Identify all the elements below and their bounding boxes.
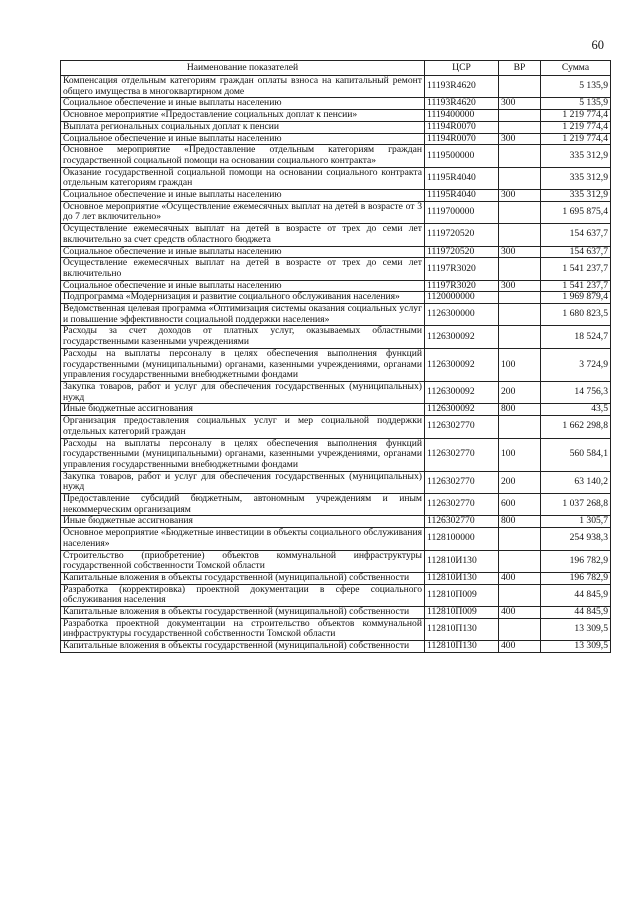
table-row: [61, 416, 611, 438]
table-header-row: [61, 61, 611, 76]
cell-sum: 5 135,9: [541, 76, 611, 98]
cell-name: Подпрограмма «Модернизация и развитие социального обслуживания населения»: [61, 292, 425, 304]
cell-csr: 1119400000: [425, 110, 499, 122]
table-row: [61, 550, 611, 572]
table-row: [61, 292, 611, 304]
cell-vr: [499, 292, 541, 304]
cell-csr: 1126300092: [425, 348, 499, 381]
header-vr: ВР: [499, 61, 541, 76]
cell-vr: [499, 110, 541, 122]
cell-csr: 11193R4620: [425, 76, 499, 98]
cell-vr: [499, 258, 541, 280]
cell-name: Выплата региональных социальных доплат к пенсии: [61, 121, 425, 133]
cell-name: Капитальные вложения в объекты государственной (муниципальной) собственности: [61, 641, 425, 653]
cell-csr: 1126300092: [425, 326, 499, 348]
cell-name: Социальное обеспечение и иные выплаты населению: [61, 246, 425, 258]
cell-csr: 1119720520: [425, 224, 499, 246]
table-row: [61, 201, 611, 223]
cell-csr: 1126300092: [425, 381, 499, 403]
table-row: [61, 471, 611, 493]
cell-vr: 300: [499, 98, 541, 110]
cell-name: Оказание государственной социальной помощи на основании социального контракта отдельным категориям граждан: [61, 167, 425, 189]
cell-csr: 112810П009: [425, 584, 499, 606]
cell-csr: 11193R4620: [425, 98, 499, 110]
table-row: [61, 98, 611, 110]
cell-csr: 112810П130: [425, 618, 499, 640]
cell-name: Ведомственная целевая программа «Оптимизация системы оказания социальных услуг и повышение эффективности социальной поддержки населения»: [61, 304, 425, 326]
cell-vr: [499, 201, 541, 223]
table-row: [61, 304, 611, 326]
cell-vr: 300: [499, 133, 541, 145]
cell-csr: 1126302770: [425, 471, 499, 493]
cell-vr: [499, 167, 541, 189]
table-row: [61, 641, 611, 653]
cell-sum: 13 309,5: [541, 641, 611, 653]
table-row: [61, 618, 611, 640]
table-row: [61, 528, 611, 550]
cell-sum: 1 541 237,7: [541, 258, 611, 280]
cell-sum: 1 662 298,8: [541, 416, 611, 438]
table-row: [61, 584, 611, 606]
cell-name: Осуществление ежемесячных выплат на детей в возрасте от трех до семи лет включительно за счет средств областного бюджета: [61, 224, 425, 246]
cell-csr: 112810П009: [425, 607, 499, 619]
table-row: [61, 258, 611, 280]
cell-csr: 11194R0070: [425, 121, 499, 133]
cell-csr: 11195R4040: [425, 190, 499, 202]
cell-sum: 335 312,9: [541, 145, 611, 167]
cell-csr: 11197R3020: [425, 258, 499, 280]
cell-vr: [499, 326, 541, 348]
table-row: [61, 121, 611, 133]
cell-name: Основное мероприятие «Предоставление отдельным категориям граждан государственной социальной помощи на основании социального контракта»: [61, 145, 425, 167]
cell-name: Капитальные вложения в объекты государственной (муниципальной) собственности: [61, 607, 425, 619]
cell-vr: 100: [499, 348, 541, 381]
cell-vr: 200: [499, 471, 541, 493]
cell-csr: 1119500000: [425, 145, 499, 167]
table-row: [61, 494, 611, 516]
cell-vr: [499, 224, 541, 246]
cell-sum: 3 724,9: [541, 348, 611, 381]
cell-vr: [499, 121, 541, 133]
table-row: [61, 133, 611, 145]
cell-name: Социальное обеспечение и иные выплаты населению: [61, 280, 425, 292]
table-row: [61, 167, 611, 189]
cell-name: Основное мероприятие «Предоставление социальных доплат к пенсии»: [61, 110, 425, 122]
cell-vr: [499, 145, 541, 167]
cell-csr: 1126302770: [425, 494, 499, 516]
cell-csr: 1126302770: [425, 416, 499, 438]
cell-vr: 300: [499, 280, 541, 292]
cell-sum: 1 305,7: [541, 516, 611, 528]
cell-sum: 43,5: [541, 404, 611, 416]
cell-vr: [499, 618, 541, 640]
cell-sum: 13 309,5: [541, 618, 611, 640]
cell-sum: 560 584,1: [541, 438, 611, 471]
cell-name: Основное мероприятие «Бюджетные инвестиции в объекты социального обслуживания населения»: [61, 528, 425, 550]
table-row: [61, 280, 611, 292]
cell-sum: 1 219 774,4: [541, 110, 611, 122]
cell-sum: 335 312,9: [541, 167, 611, 189]
table-row: [61, 190, 611, 202]
cell-vr: 300: [499, 190, 541, 202]
table-row: [61, 326, 611, 348]
cell-name: Организация предоставления социальных услуг и мер социальной поддержки отдельных категорий граждан: [61, 416, 425, 438]
cell-sum: 18 524,7: [541, 326, 611, 348]
cell-vr: 200: [499, 381, 541, 403]
table-row: [61, 246, 611, 258]
cell-name: Социальное обеспечение и иные выплаты населению: [61, 98, 425, 110]
cell-vr: 400: [499, 641, 541, 653]
table-row: [61, 76, 611, 98]
cell-name: Компенсация отдельным категориям граждан оплаты взноса на капитальный ремонт общего имущества в многоквартирном доме: [61, 76, 425, 98]
budget-table: [60, 60, 611, 653]
table-row: [61, 438, 611, 471]
header-name: Наименование показателей: [61, 61, 425, 76]
cell-csr: 1126302770: [425, 516, 499, 528]
header-csr: ЦСР: [425, 61, 499, 76]
cell-name: Закупка товаров, работ и услуг для обеспечения государственных (муниципальных) нужд: [61, 471, 425, 493]
cell-name: Социальное обеспечение и иные выплаты населению: [61, 133, 425, 145]
cell-name: Закупка товаров, работ и услуг для обеспечения государственных (муниципальных) нужд: [61, 381, 425, 403]
cell-sum: 154 637,7: [541, 246, 611, 258]
cell-csr: 11197R3020: [425, 280, 499, 292]
cell-sum: 14 756,3: [541, 381, 611, 403]
cell-name: Расходы на выплаты персоналу в целях обеспечения выполнения функций государственными (муниципальными) органами, казенными учреждениями, органами управления государственными внебюджетными фондами: [61, 348, 425, 381]
cell-vr: 400: [499, 607, 541, 619]
cell-vr: 800: [499, 516, 541, 528]
cell-csr: 11194R0070: [425, 133, 499, 145]
cell-name: Иные бюджетные ассигнования: [61, 404, 425, 416]
cell-vr: 600: [499, 494, 541, 516]
cell-sum: 335 312,9: [541, 190, 611, 202]
cell-name: Предоставление субсидий бюджетным, автономным учреждениям и иным некоммерческим организациям: [61, 494, 425, 516]
cell-vr: 400: [499, 572, 541, 584]
cell-csr: 1128100000: [425, 528, 499, 550]
cell-vr: [499, 76, 541, 98]
cell-csr: 1120000000: [425, 292, 499, 304]
cell-vr: 300: [499, 246, 541, 258]
table-row: [61, 516, 611, 528]
cell-name: Строительство (приобретение) объектов коммунальной инфраструктуры государственной собственности Томской области: [61, 550, 425, 572]
cell-sum: 1 695 875,4: [541, 201, 611, 223]
cell-name: Осуществление ежемесячных выплат на детей в возрасте от трех до семи лет включительно: [61, 258, 425, 280]
table-body: [61, 76, 611, 653]
cell-sum: 1 680 823,5: [541, 304, 611, 326]
cell-vr: [499, 584, 541, 606]
cell-vr: [499, 304, 541, 326]
cell-csr: 1119700000: [425, 201, 499, 223]
cell-vr: [499, 416, 541, 438]
cell-name: Социальное обеспечение и иные выплаты населению: [61, 190, 425, 202]
cell-name: Расходы на выплаты персоналу в целях обеспечения выполнения функций государственными (муниципальными) органами, казенными учреждениями, органами управления государственными внебюджетными фондами: [61, 438, 425, 471]
cell-sum: 1 037 268,8: [541, 494, 611, 516]
cell-vr: [499, 528, 541, 550]
cell-sum: 154 637,7: [541, 224, 611, 246]
cell-sum: 44 845,9: [541, 607, 611, 619]
table-row: [61, 381, 611, 403]
table-row: [61, 404, 611, 416]
cell-csr: 112810П130: [425, 641, 499, 653]
table-row: [61, 348, 611, 381]
cell-sum: 1 219 774,4: [541, 121, 611, 133]
cell-vr: 800: [499, 404, 541, 416]
cell-sum: 196 782,9: [541, 572, 611, 584]
cell-csr: 112810И130: [425, 572, 499, 584]
table-row: [61, 145, 611, 167]
table-row: [61, 572, 611, 584]
cell-name: Капитальные вложения в объекты государственной (муниципальной) собственности: [61, 572, 425, 584]
table-row: [61, 224, 611, 246]
table-row: [61, 607, 611, 619]
cell-sum: 1 219 774,4: [541, 133, 611, 145]
page-number: 60: [591, 38, 604, 52]
cell-name: Иные бюджетные ассигнования: [61, 516, 425, 528]
header-sum: Сумма: [541, 61, 611, 76]
cell-csr: 112810И130: [425, 550, 499, 572]
cell-csr: 1126300092: [425, 404, 499, 416]
cell-sum: 196 782,9: [541, 550, 611, 572]
cell-sum: 5 135,9: [541, 98, 611, 110]
table-row: [61, 110, 611, 122]
cell-name: Разработка проектной документации на строительство объектов коммунальной инфраструктуры государственной собственности Томской области: [61, 618, 425, 640]
cell-csr: 1126302770: [425, 438, 499, 471]
cell-sum: 254 938,3: [541, 528, 611, 550]
cell-name: Основное мероприятие «Осуществление ежемесячных выплат на детей в возрасте от 3 до 7 лет включительно»: [61, 201, 425, 223]
cell-sum: 1 969 879,4: [541, 292, 611, 304]
cell-name: Разработка (корректировка) проектной документации в сфере социального обслуживания населения: [61, 584, 425, 606]
cell-sum: 63 140,2: [541, 471, 611, 493]
cell-name: Расходы за счет доходов от платных услуг, оказываемых областными государственными казенными учреждениями: [61, 326, 425, 348]
cell-csr: 1126300000: [425, 304, 499, 326]
cell-vr: [499, 550, 541, 572]
cell-sum: 1 541 237,7: [541, 280, 611, 292]
cell-csr: 11195R4040: [425, 167, 499, 189]
cell-vr: 100: [499, 438, 541, 471]
cell-csr: 1119720520: [425, 246, 499, 258]
cell-sum: 44 845,9: [541, 584, 611, 606]
